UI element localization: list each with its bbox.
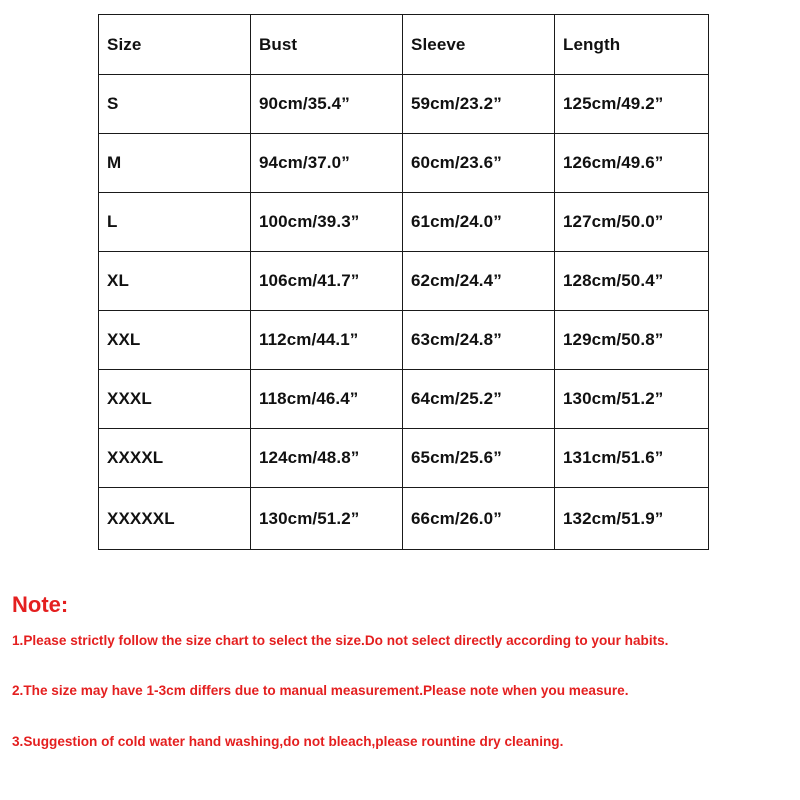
cell-bust: 118cm/46.4” xyxy=(251,370,403,429)
cell-length: 131cm/51.6” xyxy=(555,429,709,488)
table-row xyxy=(99,429,709,488)
size-chart-body xyxy=(99,75,709,550)
note-item: 3.Suggestion of cold water hand washing,do not bleach,please rountine dry cleaning. xyxy=(12,734,564,749)
cell-sleeve: 61cm/24.0” xyxy=(403,193,555,252)
cell-size: XXXXL xyxy=(99,429,251,488)
table-row xyxy=(99,134,709,193)
cell-size: XXXL xyxy=(99,370,251,429)
cell-sleeve: 60cm/23.6” xyxy=(403,134,555,193)
cell-sleeve: 63cm/24.8” xyxy=(403,311,555,370)
cell-sleeve: 64cm/25.2” xyxy=(403,370,555,429)
header-row xyxy=(99,15,709,75)
cell-bust: 124cm/48.8” xyxy=(251,429,403,488)
cell-size: XXL xyxy=(99,311,251,370)
note-item: 1.Please strictly follow the size chart to select the size.Do not select directly according to your habits. xyxy=(12,633,669,648)
cell-bust: 90cm/35.4” xyxy=(251,75,403,134)
cell-size: S xyxy=(99,75,251,134)
header-bust: Bust xyxy=(251,15,403,75)
cell-bust: 112cm/44.1” xyxy=(251,311,403,370)
table-row xyxy=(99,311,709,370)
cell-sleeve: 62cm/24.4” xyxy=(403,252,555,311)
cell-length: 129cm/50.8” xyxy=(555,311,709,370)
cell-bust: 100cm/39.3” xyxy=(251,193,403,252)
table-row xyxy=(99,370,709,429)
cell-bust: 130cm/51.2” xyxy=(251,488,403,550)
cell-size: M xyxy=(99,134,251,193)
cell-length: 126cm/49.6” xyxy=(555,134,709,193)
size-chart-header xyxy=(99,15,709,75)
cell-sleeve: 66cm/26.0” xyxy=(403,488,555,550)
cell-size: XXXXXL xyxy=(99,488,251,550)
cell-sleeve: 65cm/25.6” xyxy=(403,429,555,488)
table-row xyxy=(99,252,709,311)
cell-length: 127cm/50.0” xyxy=(555,193,709,252)
cell-bust: 106cm/41.7” xyxy=(251,252,403,311)
cell-length: 132cm/51.9” xyxy=(555,488,709,550)
cell-length: 130cm/51.2” xyxy=(555,370,709,429)
table-row xyxy=(99,488,709,550)
note-item: 2.The size may have 1-3cm differs due to manual measurement.Please note when you measure. xyxy=(12,683,629,698)
table-row xyxy=(99,193,709,252)
table-row xyxy=(99,75,709,134)
cell-size: XL xyxy=(99,252,251,311)
size-chart-table xyxy=(98,14,709,550)
cell-sleeve: 59cm/23.2” xyxy=(403,75,555,134)
note-title: Note: xyxy=(12,592,69,617)
cell-bust: 94cm/37.0” xyxy=(251,134,403,193)
header-sleeve: Sleeve xyxy=(403,15,555,75)
cell-size: L xyxy=(99,193,251,252)
header-length: Length xyxy=(555,15,709,75)
cell-length: 125cm/49.2” xyxy=(555,75,709,134)
cell-length: 128cm/50.4” xyxy=(555,252,709,311)
header-size: Size xyxy=(99,15,251,75)
